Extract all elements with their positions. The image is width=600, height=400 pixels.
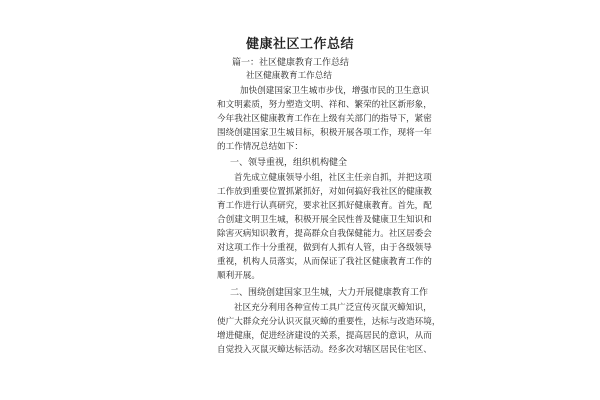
paragraph-line: 增进健康，促进经济建设的关系，提高居民的意识，从而 <box>217 331 432 341</box>
paragraph-line: 社区充分利用各种宣传工具广泛宣传灭鼠灭蟑知识， <box>234 303 432 313</box>
paragraph-line: 合创建文明卫生城，积极开展全民性普及健康卫生知识和 <box>217 215 432 225</box>
paragraph-line: 育工作进行认真研究，要求社区抓好健康教育。首先，配 <box>217 201 432 211</box>
paragraph-line: 重视，机构人员落实，从而保证了我社区健康教育工作的 <box>217 257 432 267</box>
paragraph-line: 工作放到重要位置抓紧抓好，对如何搞好我社区的健康教 <box>217 187 432 197</box>
paragraph-line: 使广大群众充分认识灭鼠灭蟑的重要性，达标与改造环境， <box>217 317 441 327</box>
paragraph-line: 对这项工作十分重视，做到有人抓有人管，由于各级领导 <box>217 243 432 253</box>
paragraph-line: 围绕创建国家卫生城目标，积极开展各项工作，现将一年 <box>217 128 432 138</box>
paragraph-line: 今年我社区健康教育工作在上级有关部门的指导下，紧密 <box>217 114 432 124</box>
paragraph-line: 加快创建国家卫生城市步伐，增强市民的卫生意识 <box>240 86 430 96</box>
subsection-heading-2: 二、围绕创建国家卫生城，大力开展健康教育工作 <box>230 288 429 298</box>
paragraph-line: 和文明素质，努力塑造文明、祥和、繁荣的社区新形象， <box>217 100 432 110</box>
paragraph-line: 顺利开展。 <box>217 271 260 281</box>
paragraph-line: 的工作情况总结如下： <box>217 142 303 152</box>
document-title: 健康社区工作总结 <box>245 37 354 52</box>
paragraph-line: 首先成立健康领导小组，社区主任亲自抓，并把这项 <box>234 173 432 183</box>
section-heading: 篇一：社区健康教育工作总结 <box>232 58 350 68</box>
subtitle-line: 社区健康教育工作总结 <box>246 71 332 81</box>
subsection-heading-1: 一、领导重视，组织机构健全 <box>230 158 348 168</box>
paragraph-line: 除害灭病知识教育，提高群众自我保健能力。社区居委会 <box>217 229 432 239</box>
paragraph-line: 自觉投入灭鼠灭蟑达标活动。经多次对辖区居民住宅区、 <box>217 345 432 355</box>
